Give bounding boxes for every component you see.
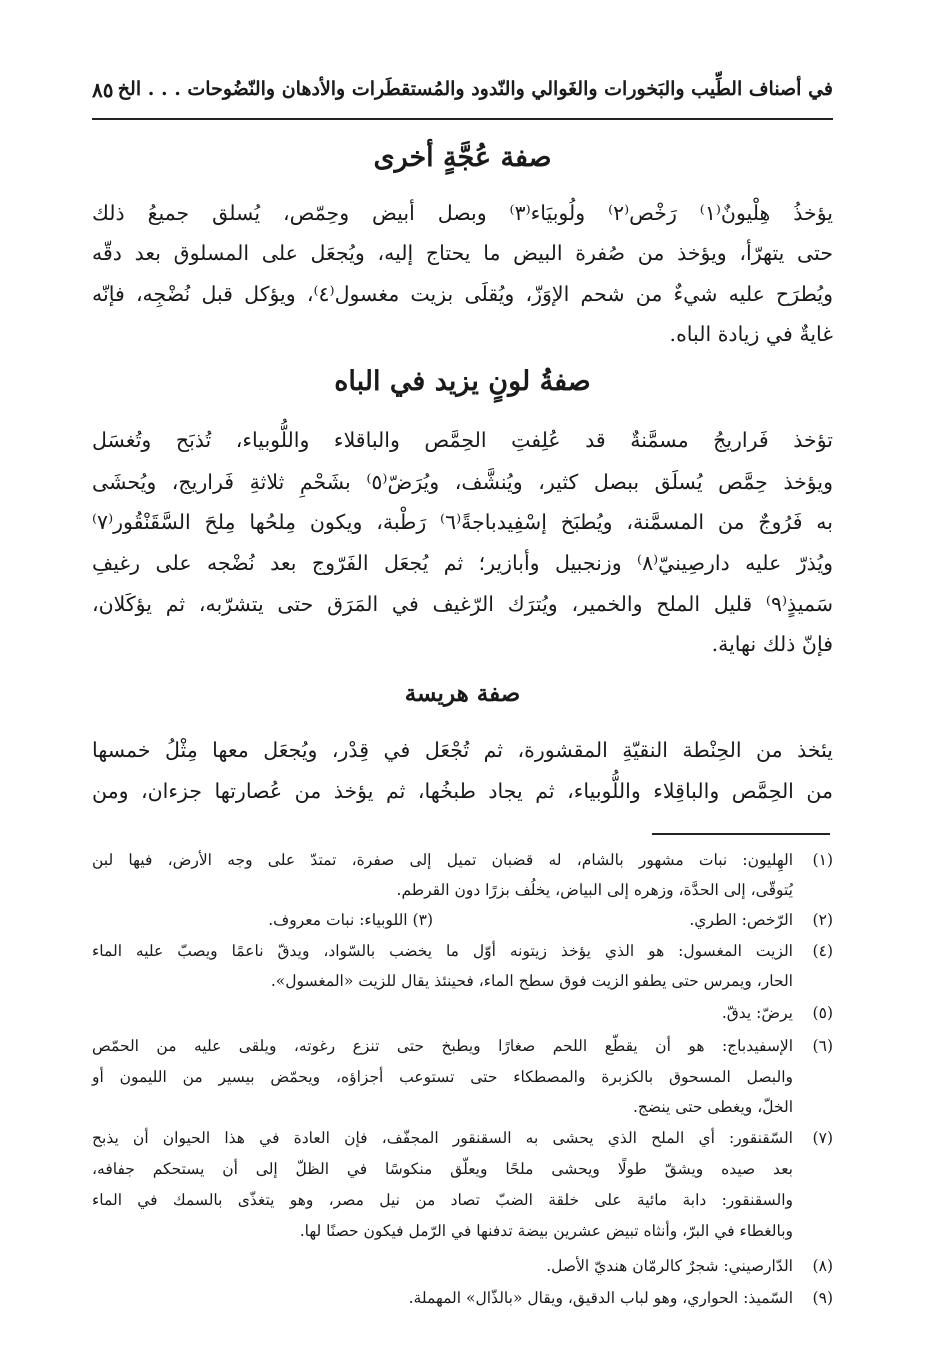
footnote-number: (٩) bbox=[812, 1289, 833, 1307]
body-line: غايةٌ في زيادة الباه. bbox=[669, 322, 833, 346]
section-heading: صفة عُجَّةٍ أخرى bbox=[373, 142, 552, 173]
footnote-text: بعد صيده ويشقّ طولًا ويحشى ملحًا ويعلّق منكوسًا في الظلّ إلى أن يستحكم جفافه، bbox=[92, 1160, 793, 1178]
footnote-text: الدّارصيني: شجرٌ كالرمّان هنديّ الأصل. bbox=[546, 1257, 793, 1275]
footnote-text: يُتوقّى، إلى الحدَّة، وزهره إلى البياض، يخلُف بزرًا دون القرطم. bbox=[396, 881, 793, 899]
footnote-3 bbox=[268, 913, 433, 929]
running-head bbox=[92, 78, 833, 112]
footnote-text: السّميذ: الحواري، وهو لباب الدقيق، ويقال «بالذّال» المهملة. bbox=[408, 1289, 793, 1307]
footnote-text: وبالغطاء في البرّ، وأنثاه تبيض عشرين بيضة تدفنها في الرّمل فيكون حصنًا لها. bbox=[299, 1222, 793, 1240]
footnote-number: (٤) bbox=[812, 942, 833, 960]
body-line: حتى يتهرّأ، ويؤخذ من صُفرة البيض ما يحتاج إليه، ويُجعَل على المسلوق بعد دقّه bbox=[92, 241, 833, 265]
body-line: ويُطرَح عليه شيءٌ من شحم الإوَزّ، ويُقلَى بزيت مغسول⁽٤⁾، ويؤكل قبل نُضْجِه، فإنّه bbox=[92, 282, 834, 306]
body-line: من الحِمَّص والباقِلاء واللُّوبياء، ثم يجاد طبخُها، ثم يؤخذ من عُصارتها جزءان، ومن bbox=[92, 779, 833, 803]
footnote-text: والبصل المسحوق بالكزبرة والمصطكاء حتى تستوعب أجزاؤه، ويحمّض بيسير من الليمون أو bbox=[92, 1068, 793, 1086]
footnote-text: اللوبياء: نبات معروف. bbox=[268, 911, 408, 929]
running-title: في أصناف الطِّيب والبَخورات والغَوالي والنّدود والمُستقطَرات والأدهان والنّضُوحات . . . الخ bbox=[117, 78, 833, 100]
body-line: ويؤخذ حِمَّص يُسلَق ببصل كثير، ويُنشَّف، ويُرَضّ⁽٥⁾ بشَحْمِ ثلاثةِ فَراريج، ويُحشَى bbox=[92, 470, 834, 494]
section-heading: صفةُ لونٍ يزيد في الباه bbox=[334, 366, 591, 397]
section-heading: صفة هريسة bbox=[404, 680, 521, 707]
footnote-number: (١) bbox=[812, 851, 833, 869]
body-line: يؤخذُ هِلْيونٌ⁽١⁾ رَخْص⁽٢⁾ ولُوبيَاء⁽٣⁾ وبصل أبيض وحِمّص، يُسلق جميعُ ذلك bbox=[92, 201, 833, 225]
footnote-text: الإسفيدباج: هو أن يقطّع اللحم صغارًا ويطبخ حتى تنزع رغوته، ويلقى عليه من الحمّص bbox=[92, 1037, 793, 1055]
footnote-number: (٨) bbox=[812, 1257, 833, 1275]
header-rule bbox=[92, 118, 833, 120]
body-line: ويُذرّ عليه دارصِينيّ⁽٨⁾ وزنجبيل وأبازير؛ ثم يُجعَل الفَرّوج بعد نُضْجه على رغيفِ bbox=[92, 551, 833, 575]
body-line: يئخذ من الحِنْطة النقيّةِ المقشورة، ثم تُجْعَل في قِدْر، ويُجعَل معها مِثْلُ خمسها bbox=[92, 738, 833, 762]
footnote-text: الهِليون: نبات مشهور بالشام، له قضبان تميل إلى صفرة، تمتدّ على وجه الأرض، فيها لبن bbox=[92, 851, 793, 869]
body-line: به فَرُوجٌ من المسمَّنة، ويُطبَخ إسْفِيدباجةً⁽٦⁾ رَطْبة، ويكون مِلحُها مِلحَ السَّقَنْقُور⁽٧⁾ bbox=[92, 510, 834, 534]
footnote-number: (٧) bbox=[812, 1129, 833, 1147]
footnote-text: الرّخص: الطري. bbox=[689, 911, 793, 929]
footnote-text: الخلّ، ويغطى حتى ينضج. bbox=[632, 1098, 793, 1116]
footnote-number: (٦) bbox=[812, 1037, 833, 1055]
footnote-number: (٢) bbox=[812, 911, 833, 929]
footnote-text: الزيت المغسول: هو الذي يؤخذ زيتونه أوّل ما يخضب بالسّواد، ويدقّ ناعمًا ويصبّ عليه الماء bbox=[92, 942, 793, 960]
footnote-text: والسقنقور: دابة مائية على خلقة الضبّ تصاد من نيل مصر، وهو يتغذّى بالسمك في الماء bbox=[92, 1191, 793, 1209]
footnote-text: يرضّ: يدقّ. bbox=[721, 1004, 793, 1022]
footnote-number: (٥) bbox=[812, 1004, 833, 1022]
body-line: تؤخذ فَراريجُ مسمَّنةٌ قد عُلِفتِ الحِمَّص والباقلاء واللُّوبياء، تُذبَح وتُغسَل bbox=[92, 428, 833, 452]
page-number: ٨٥ bbox=[92, 78, 114, 102]
footnote-text: السّقنقور: أي الملح الذي يحشى به السقنقور المجفّف، فإن العادة في هذا الحيوان أن يذبح bbox=[92, 1129, 793, 1147]
body-line: فإنّ ذلك نهاية. bbox=[711, 632, 833, 656]
footnote-text: الحار، ويمرس حتى يطفو الزيت فوق سطح الماء، فحينئذ يقال للزيت «المغسول». bbox=[270, 972, 793, 990]
body-line: سَميذٍ⁽٩⁾ قليل الملح والخمير، ويُترَك الرّغيف في المَرَق حتى يتشرّبه، ثم يؤكَلان، bbox=[92, 592, 833, 616]
footnote-rule bbox=[652, 833, 830, 835]
footnote-number: (٣) bbox=[412, 911, 433, 929]
